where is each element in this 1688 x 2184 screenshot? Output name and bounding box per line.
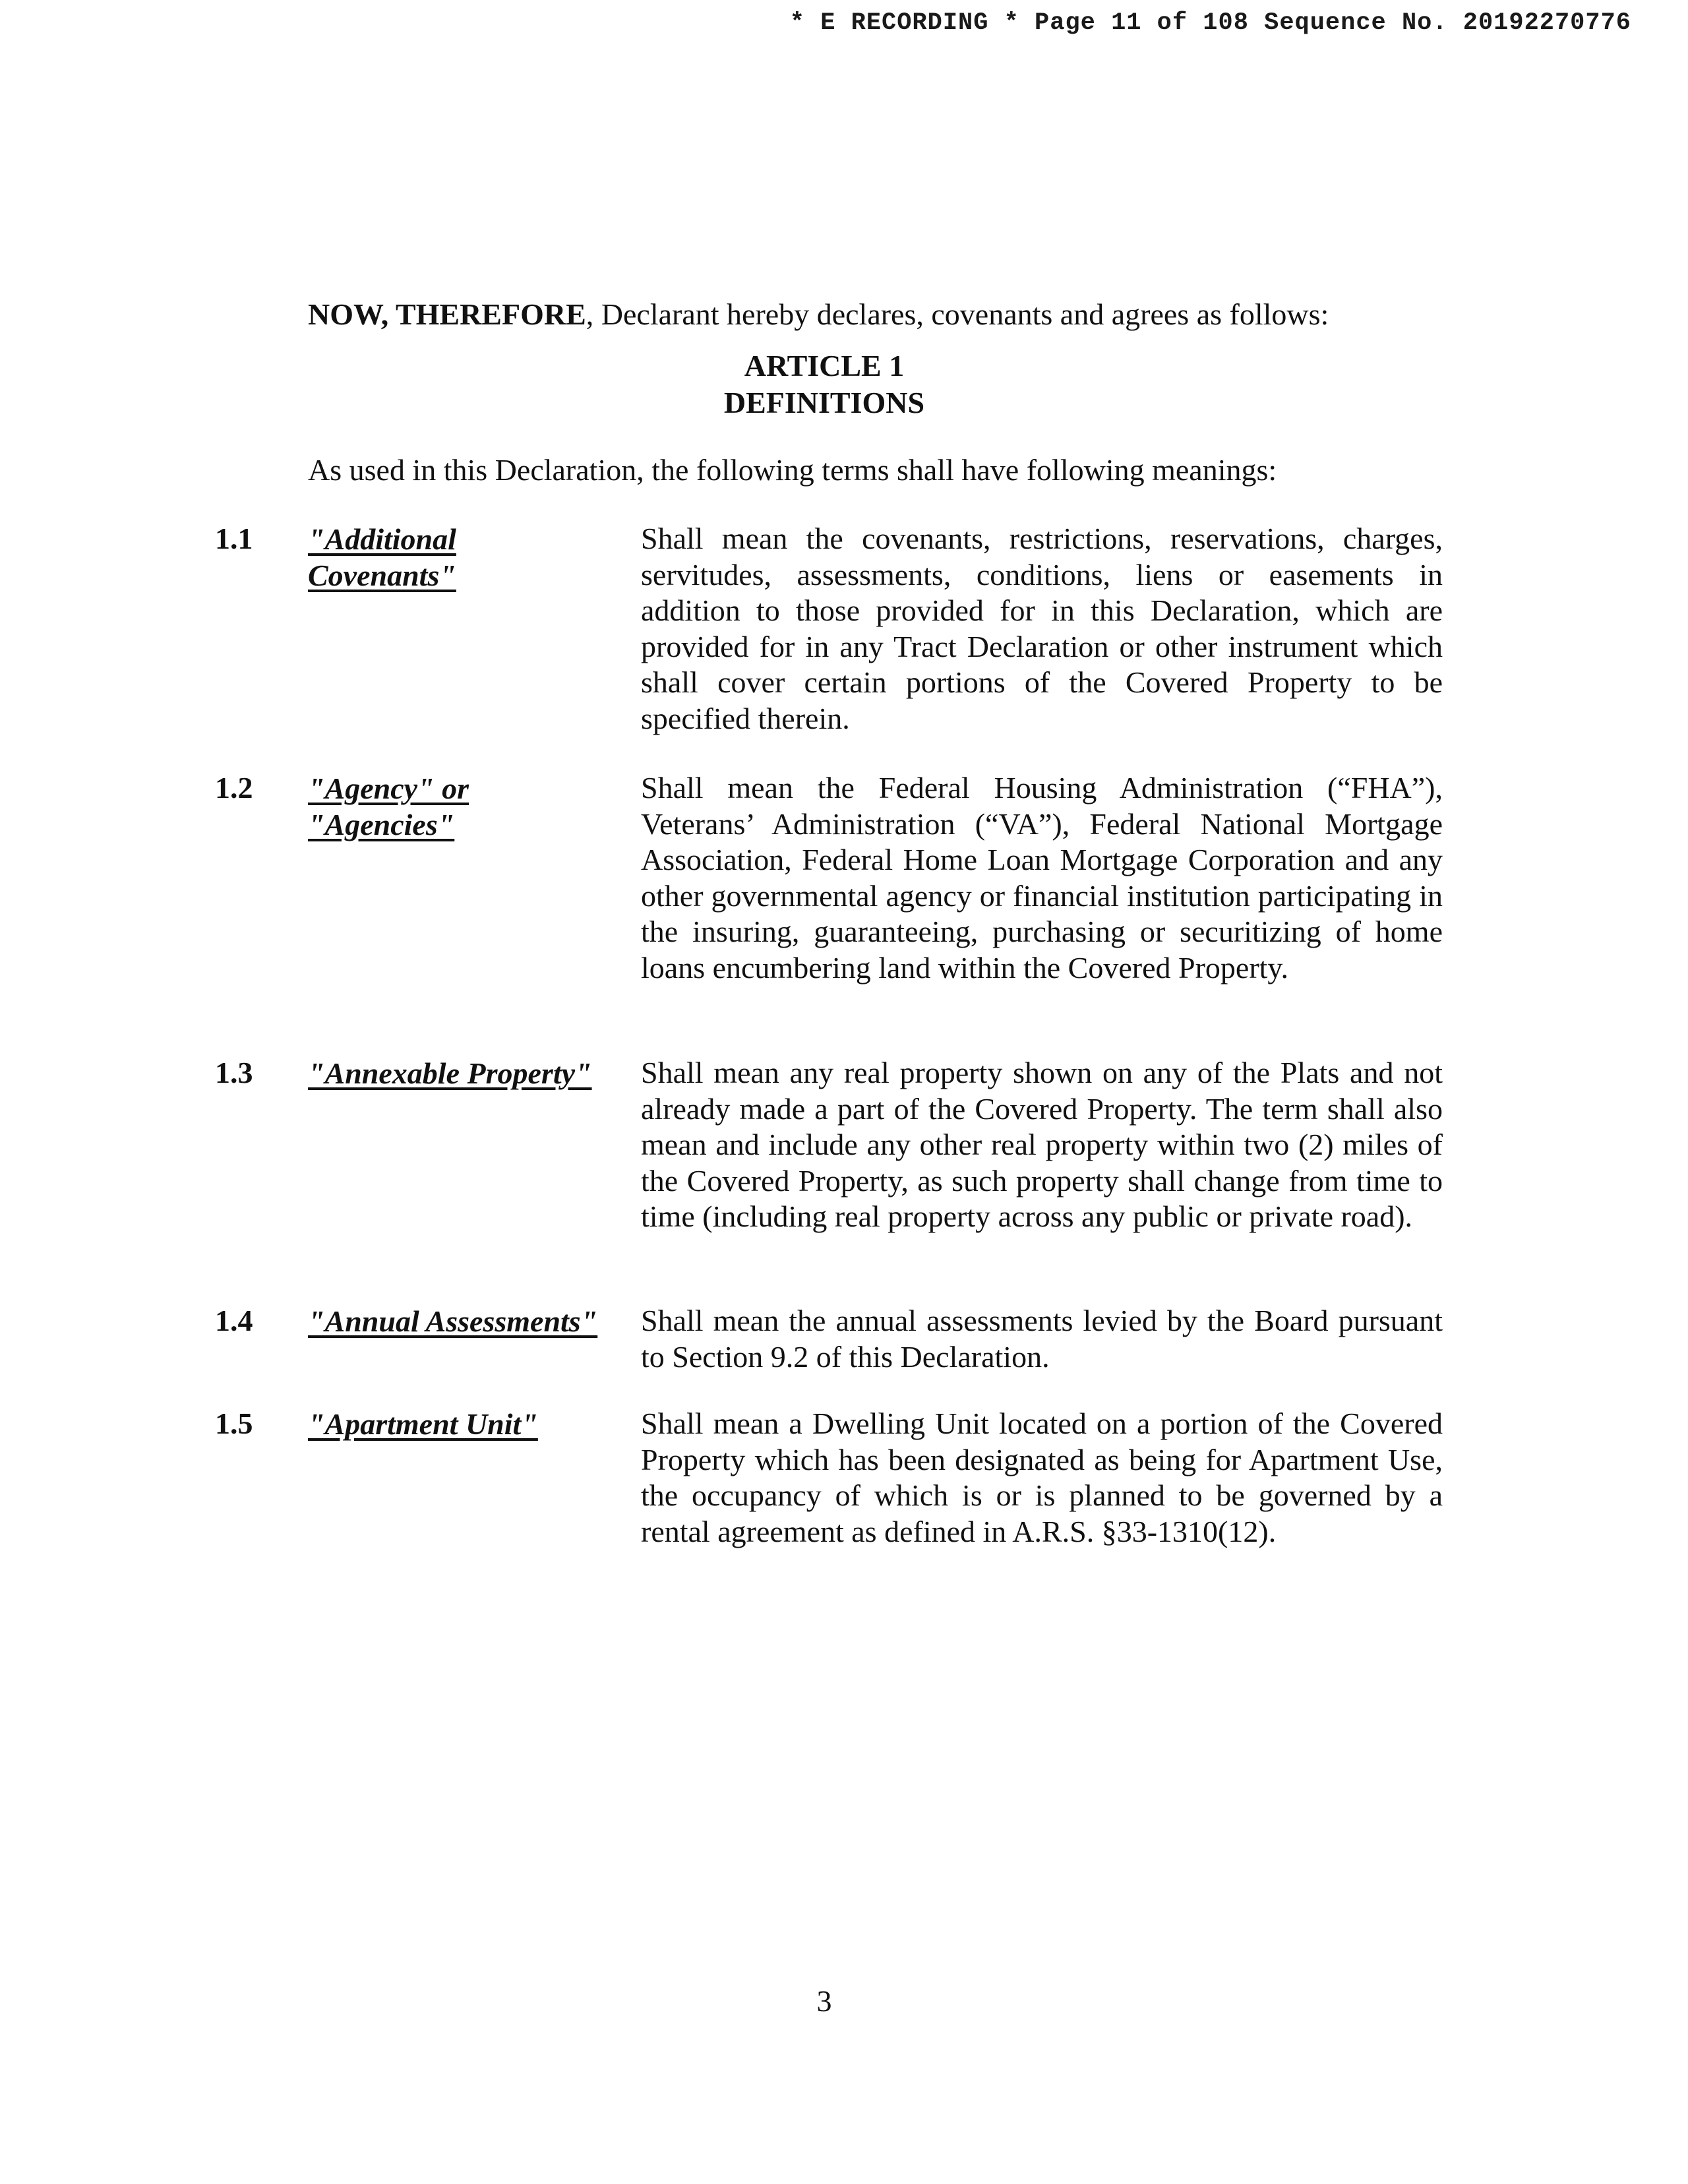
intro-rest: , Declarant hereby declares, covenants and agrees as follows:	[586, 297, 1329, 331]
definition-term: "Agency" or "Agencies"	[308, 772, 469, 841]
definition-text: Shall mean any real property shown on any of the Plats and not already made a part of the Covered Property. The term shall also mean and include any other real property within two (2) miles of the Covered Property, as such property shall change from time to time (including real property across any public or private road).	[641, 1056, 1443, 1234]
definition-text: Shall mean a Dwelling Unit located on a portion of the Covered Property which has been designated as being for Apartment Use, the occupancy of which is or is planned to be governed by a rental agreement as defined in A.R.S. §33-1310(12).	[641, 1407, 1443, 1548]
definition-text: Shall mean the annual assessments levied by the Board pursuant to Section 9.2 of this Declaration.	[641, 1304, 1443, 1374]
definition-text: Shall mean the covenants, restrictions, reservations, charges, servitudes, assessments, conditions, liens or easements in addition to those provided for in this Declaration, which are provided for in any Tract Declaration or other instrument which shall cover certain portions of the Covered Property to be specified therein.	[641, 522, 1443, 735]
recording-stamp: * E RECORDING * Page 11 of 108 Sequence No. 20192270776	[789, 9, 1631, 37]
page-number: 3	[816, 1984, 832, 2018]
intro-sentence	[308, 297, 1329, 332]
definition-number: 1.4	[215, 1304, 253, 1337]
definition-number: 1.5	[215, 1407, 253, 1440]
definition-term: "Annual Assessments"	[308, 1304, 598, 1338]
article-title: DEFINITIONS	[723, 386, 925, 419]
definition-text: Shall mean the Federal Housing Administration (“FHA”), Veterans’ Administration (“VA”), Federal National Mortgage Association, Federal Home Loan Mortgage Corporation and any other governmental agency or financial institution participating in the insuring, guaranteeing, purchasing or securitizing of home loans encumbering land within the Covered Property.	[641, 771, 1443, 985]
article-number: ARTICLE 1	[744, 349, 905, 382]
definition-number: 1.2	[215, 771, 253, 804]
definition-term: "Annexable Property"	[308, 1056, 592, 1090]
definition-number: 1.1	[215, 522, 253, 555]
definition-term: "Apartment Unit"	[308, 1407, 538, 1441]
definition-term: "Additional Covenants"	[308, 522, 456, 592]
definition-number: 1.3	[215, 1056, 253, 1089]
intro-bold-lead: NOW, THEREFORE	[308, 297, 586, 331]
definitions-preamble: As used in this Declaration, the following terms shall have following meanings:	[308, 453, 1277, 487]
